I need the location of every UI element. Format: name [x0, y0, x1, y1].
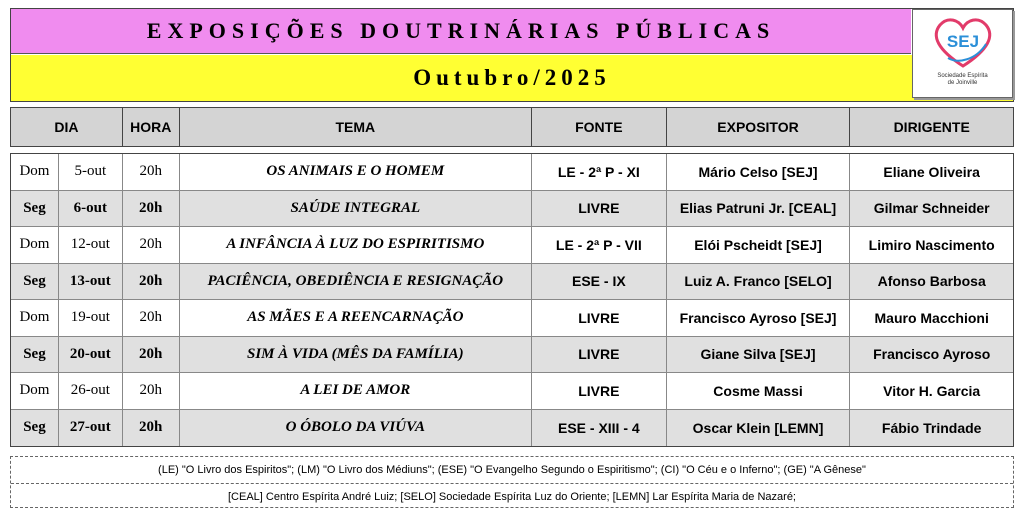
footnotes: [10, 456, 1014, 508]
cell-data: 19-out: [59, 300, 123, 336]
cell-dirigente: Francisco Ayroso: [873, 346, 991, 363]
cell-fonte: LE - 2ª P - XI: [532, 154, 667, 190]
table-row: [11, 300, 1013, 337]
column-header-row: [10, 107, 1014, 147]
cell-dirigente: Vitor H. Garcia: [883, 382, 981, 399]
col-tema: TEMA: [180, 108, 532, 146]
cell-expositor: Elias Patruni Jr. [CEAL]: [667, 191, 851, 227]
cell-fonte: LIVRE: [532, 373, 667, 409]
logo-caption: Sociedade Espírita de Joinville: [937, 73, 988, 86]
table-row: [11, 227, 1013, 264]
cell-dirigente: Mauro Macchioni: [874, 309, 989, 326]
col-expositor: EXPOSITOR: [667, 108, 851, 146]
cell-dia: Seg: [11, 410, 59, 447]
page-title: EXPOSIÇÕES DOUTRINÁRIAS PÚBLICAS: [146, 18, 776, 43]
cell-expositor: Francisco Ayroso [SEJ]: [667, 300, 851, 336]
cell-tema: O ÓBOLO DA VIÚVA: [180, 410, 532, 447]
heart-logo-icon: [928, 14, 998, 72]
month-title: Outubro/2025: [413, 65, 611, 90]
cell-fonte: ESE - IX: [532, 264, 667, 300]
cell-hora: 20h: [123, 154, 180, 190]
cell-fonte: LIVRE: [532, 337, 667, 373]
table-row: [11, 191, 1013, 228]
cell-dia: Dom: [11, 154, 59, 190]
cell-dirigente: Gilmar Schneider: [873, 200, 990, 217]
cell-fonte: LE - 2ª P - VII: [532, 227, 667, 263]
col-fonte: FONTE: [532, 108, 667, 146]
cell-fonte: LIVRE: [532, 191, 667, 227]
month-band: [11, 55, 1013, 101]
table-row: [11, 337, 1013, 374]
cell-expositor: Oscar Klein [LEMN]: [667, 410, 851, 447]
cell-dia: Dom: [11, 373, 59, 409]
cell-tema: SAÚDE INTEGRAL: [180, 191, 532, 227]
table-row: [11, 264, 1013, 301]
cell-data: 20-out: [59, 337, 123, 373]
cell-tema: AS MÃES E A REENCARNAÇÃO: [180, 300, 532, 336]
cell-dia: Seg: [11, 264, 59, 300]
cell-hora: 20h: [123, 264, 180, 300]
cell-fonte: LIVRE: [532, 300, 667, 336]
cell-dirigente: Eliane Oliveira: [883, 163, 980, 180]
cell-tema: PACIÊNCIA, OBEDIÊNCIA E RESIGNAÇÃO: [180, 264, 532, 300]
cell-expositor: Mário Celso [SEJ]: [667, 154, 851, 190]
col-hora: HORA: [123, 108, 180, 146]
cell-dia: Dom: [11, 300, 59, 336]
cell-data: 13-out: [59, 264, 123, 300]
logo-initials: SEJ: [946, 32, 979, 51]
table-row: [11, 410, 1013, 447]
cell-tema: SIM À VIDA (MÊS DA FAMÍLIA): [180, 337, 532, 373]
sej-logo: [912, 9, 1013, 98]
cell-data: 26-out: [59, 373, 123, 409]
cell-dirigente: Fábio Trindade: [881, 419, 982, 436]
cell-dirigente: Limiro Nascimento: [868, 236, 995, 253]
cell-fonte: ESE - XIII - 4: [532, 410, 667, 447]
cell-data: 27-out: [59, 410, 123, 447]
col-dirigente: DIRIGENTE: [850, 108, 1013, 146]
cell-expositor: Elói Pscheidt [SEJ]: [667, 227, 851, 263]
cell-hora: 20h: [123, 337, 180, 373]
col-dia: DIA: [11, 108, 123, 146]
cell-dia: Dom: [11, 227, 59, 263]
table-row: [11, 373, 1013, 410]
cell-hora: 20h: [123, 373, 180, 409]
cell-expositor: Giane Silva [SEJ]: [667, 337, 851, 373]
cell-expositor: Luiz A. Franco [SELO]: [667, 264, 851, 300]
cell-hora: 20h: [123, 227, 180, 263]
cell-hora: 20h: [123, 300, 180, 336]
cell-expositor: Cosme Massi: [667, 373, 851, 409]
cell-dirigente: Afonso Barbosa: [877, 273, 986, 290]
footnote-sources: (LE) "O Livro dos Espiritos"; (LM) "O Livro dos Médiuns"; (ESE) "O Evangelho Segundo o Espiritismo"; (CI) "O Céu e o Inferno"; (GE) "A Gênese": [158, 464, 866, 476]
cell-data: 6-out: [59, 191, 123, 227]
cell-hora: 20h: [123, 410, 180, 447]
schedule-table: [10, 153, 1014, 447]
cell-dia: Seg: [11, 191, 59, 227]
cell-data: 12-out: [59, 227, 123, 263]
cell-dia: Seg: [11, 337, 59, 373]
cell-tema: A LEI DE AMOR: [180, 373, 532, 409]
table-row: [11, 154, 1013, 191]
cell-hora: 20h: [123, 191, 180, 227]
cell-tema: A INFÂNCIA À LUZ DO ESPIRITISMO: [180, 227, 532, 263]
cell-tema: OS ANIMAIS E O HOMEM: [180, 154, 532, 190]
footnote-institutions: [CEAL] Centro Espírita André Luiz; [SELO] Sociedade Espírita Luz do Oriente; [LEMN] Lar Espírita Maria de Nazaré;: [11, 483, 1013, 509]
title-band: [11, 9, 911, 54]
cell-data: 5-out: [59, 154, 123, 190]
